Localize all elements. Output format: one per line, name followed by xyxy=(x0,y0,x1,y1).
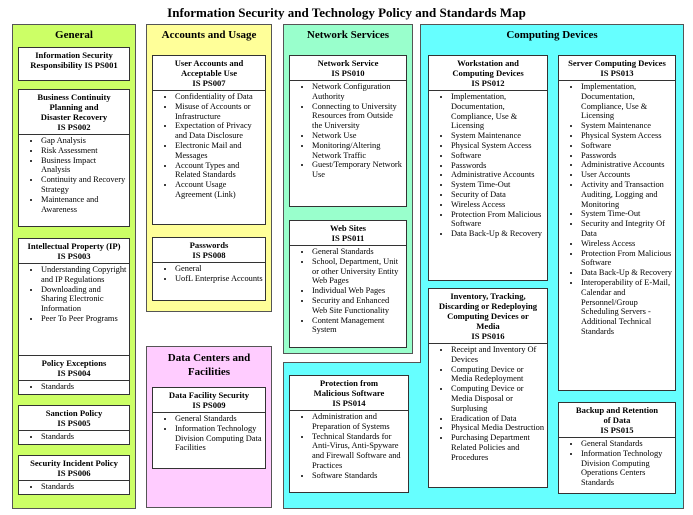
policy-ps003[interactable]: Intellectual Property (IP) IS PS003 • Understanding Copyright and IP Regulations • Downloading and Sharing Electronic Information • Peer To Peer Programs xyxy=(18,238,130,368)
policy-ps016[interactable]: Inventory, Tracking, Discarding or Redeploying Computing Devices or Media IS PS016 • Receipt and Inventory Of Devices • Computing Device or Media Redeployment • Computing Device or Media Disposal or Surplusing • Eradication of Data • Physical Media Destruction • Purchasing Department Related Policies and Procedures xyxy=(428,288,548,488)
list-item: • Standards xyxy=(41,482,127,492)
datacenters-column xyxy=(146,346,272,508)
page-title: Information Security and Technology Policy and Standards Map xyxy=(167,5,526,20)
list-item: • Account Usage Agreement (Link) xyxy=(175,180,263,200)
list-item: • Activity and Transaction Auditing, Logging and Monitoring xyxy=(581,180,673,209)
list-item: • Administrative Accounts xyxy=(451,170,545,180)
list-item: • Security of Data xyxy=(451,190,545,200)
list-item: • Data Back-Up & Recovery xyxy=(451,229,545,239)
list-item: • Understanding Copyright and IP Regulations xyxy=(41,265,127,285)
list-item: • Software Standards xyxy=(312,471,406,481)
list-item: • Misuse of Accounts or Infrastructure xyxy=(175,102,263,122)
list-item: • Information Technology Division Computing Operations Centers Standards xyxy=(581,449,673,488)
list-item: • Standards xyxy=(41,432,127,442)
list-item: • Monitoring/Altering Network Traffic xyxy=(312,141,404,161)
list-item: • Electronic Mail and Messages xyxy=(175,141,263,161)
list-item: • Security and Integrity Of Data xyxy=(581,219,673,239)
list-item: • Purchasing Department Related Policies and Procedures xyxy=(451,433,545,462)
ps014-list xyxy=(290,412,408,481)
list-item: • Network Configuration Authority xyxy=(312,82,404,102)
policy-ps012[interactable]: Workstation and Computing Devices IS PS012 • Implementation, Documentation, Compliance, Use & Licensing • System Maintenance • Physical System Access • Software • Passwords • Administrative Accounts • System Time-Out • Security of Data • Wireless Access • Protection From Malicious Software • Data Back-Up & Recovery xyxy=(428,55,548,281)
list-item: • Receipt and Inventory Of Devices xyxy=(451,345,545,365)
policy-ps008[interactable]: Passwords IS PS008 • General • UofL Enterprise Accounts xyxy=(152,237,266,301)
list-item: • Guest/Temporary Network Use xyxy=(312,160,404,180)
list-item: • Computing Device or Media Disposal or Surplusing xyxy=(451,384,545,413)
list-item: • General Standards xyxy=(581,439,673,449)
list-item: • Eradication of Data xyxy=(451,414,545,424)
list-item: • Downloading and Sharing Electronic Information xyxy=(41,285,127,314)
computing-header: Computing Devices xyxy=(506,29,598,41)
list-item: • Interoperability of E-Mail, Calendar and Personnel/Group Scheduling Servers - Additional Technical Standards xyxy=(581,278,673,337)
ps012-list xyxy=(429,92,547,239)
list-item: • Physical System Access xyxy=(451,141,545,151)
ps010-list xyxy=(290,82,406,180)
list-item: • Computing Device or Media Redeployment xyxy=(451,365,545,385)
list-item: • Connecting to University Resources from Outside the University xyxy=(312,102,404,131)
list-item: • Risk Assessment xyxy=(41,146,127,156)
accounts-column xyxy=(146,24,272,312)
list-item: • Software xyxy=(451,151,545,161)
list-item: • Confidentiality of Data xyxy=(175,92,263,102)
policy-ps005[interactable]: Sanction Policy IS PS005 • Standards xyxy=(18,405,130,445)
list-item: • System Time-Out xyxy=(581,209,673,219)
list-item: • General Standards xyxy=(312,247,404,257)
list-item: • Protection From Malicious Software xyxy=(581,249,673,269)
list-item: • Individual Web Pages xyxy=(312,286,404,296)
list-item: • Account Types and Related Standards xyxy=(175,161,263,181)
ps011-list xyxy=(290,247,406,335)
list-item: • Administrative Accounts xyxy=(581,160,673,170)
list-item: • Wireless Access xyxy=(451,200,545,210)
list-item: • Peer To Peer Programs xyxy=(41,314,127,324)
list-item: • Implementation, Documentation, Compliance, Use & Licensing xyxy=(451,92,545,131)
ps015-list xyxy=(559,439,675,488)
list-item: • Wireless Access xyxy=(581,239,673,249)
list-item: • UofL Enterprise Accounts xyxy=(175,274,263,284)
list-item: • Administration and Preparation of Systems xyxy=(312,412,406,432)
list-item: • Physical Media Destruction xyxy=(451,423,545,433)
list-item: • General Standards xyxy=(175,414,263,424)
list-item: • Gap Analysis xyxy=(41,136,127,146)
list-item: • Standards xyxy=(41,382,127,392)
list-item: • Technical Standards for Anti-Virus, Anti-Spyware and Firewall Software and Practices xyxy=(312,432,406,471)
policy-ps001[interactable]: Information Security Responsibility IS PS001 xyxy=(18,47,130,81)
policy-ps010[interactable]: Network Service IS PS010 • Network Configuration Authority • Connecting to University Resources from Outside the University • Network Use • Monitoring/Altering Network Traffic • Guest/Temporary Network Use xyxy=(289,55,407,207)
policy-ps006[interactable]: Security Incident Policy IS PS006 • Standards xyxy=(18,455,130,495)
list-item: • Security and Enhanced Web Site Functionality xyxy=(312,296,404,316)
list-item: • Implementation, Documentation, Compliance, Use & Licensing xyxy=(581,82,673,121)
policy-ps015[interactable]: Backup and Retention of Data IS PS015 • General Standards • Information Technology Division Computing Operations Centers Standards xyxy=(558,402,676,494)
list-item: • Data Back-Up & Recovery xyxy=(581,268,673,278)
list-item: • System Time-Out xyxy=(451,180,545,190)
datacenters-header: Data Centers and Facilities xyxy=(167,352,251,378)
policy-ps013[interactable]: Server Computing Devices IS PS013 • Implementation, Documentation, Compliance, Use & Licensing • System Maintenance • Physical System Access • Software • Passwords • Administrative Accounts • User Accounts • Activity and Transaction Auditing, Logging and Monitoring • System Time-Out • Security and Integrity Of Data • Wireless Access • Protection From Malicious Software • Data Back-Up & Recovery • Interoperability of E-Mail, Calendar and Personnel/Group Scheduling Servers - Additional Technical Standards xyxy=(558,55,676,391)
ps003-list xyxy=(19,265,129,324)
ps009-list xyxy=(153,414,265,453)
general-column xyxy=(12,24,136,509)
network-column xyxy=(283,24,413,354)
list-item: • Protection From Malicious Software xyxy=(451,210,545,230)
policy-ps007[interactable]: User Accounts and Acceptable Use IS PS007 • Confidentiality of Data • Misuse of Accounts or Infrastructure • Expectation of Privacy and Data Disclosure • Electronic Mail and Messages • Account Types and Related Standards • Account Usage Agreement (Link) xyxy=(152,55,266,225)
accounts-header: Accounts and Usage xyxy=(161,29,257,41)
list-item: • Passwords xyxy=(581,151,673,161)
list-item: • System Maintenance xyxy=(451,131,545,141)
general-header: General xyxy=(55,29,93,41)
ps008-list xyxy=(153,264,265,284)
list-item: • General xyxy=(175,264,263,274)
list-item: • Software xyxy=(581,141,673,151)
ps016-list xyxy=(429,345,547,463)
list-item: • Maintenance and Awareness xyxy=(41,195,127,215)
list-item: • User Accounts xyxy=(581,170,673,180)
list-item: • Information Technology Division Computing Data Facilities xyxy=(175,424,263,453)
list-item: • System Maintenance xyxy=(581,121,673,131)
policy-ps002[interactable]: Business Continuity Planning and Disaster Recovery IS PS002 • Gap Analysis • Risk Assessment • Business Impact Analysis • Continuity and Recovery Strategy • Maintenance and Awareness xyxy=(18,89,130,227)
list-item: • Continuity and Recovery Strategy xyxy=(41,175,127,195)
list-item: • Passwords xyxy=(451,161,545,171)
list-item: • Network Use xyxy=(312,131,404,141)
policy-ps009[interactable]: Data Facility Security IS PS009 • General Standards • Information Technology Division Computing Data Facilities xyxy=(152,387,266,469)
policy-ps004[interactable]: Policy Exceptions IS PS004 • Standards xyxy=(18,355,130,395)
list-item: • School, Department, Unit or other University Entity Web Pages xyxy=(312,257,404,286)
list-item: • Content Management System xyxy=(312,316,404,336)
ps002-list xyxy=(19,136,129,214)
network-header: Network Services xyxy=(306,29,390,41)
list-item: • Expectation of Privacy and Data Disclosure xyxy=(175,121,263,141)
list-item: • Business Impact Analysis xyxy=(41,156,127,176)
policy-ps011[interactable]: Web Sites IS PS011 • General Standards • School, Department, Unit or other University Entity Web Pages • Individual Web Pages • Security and Enhanced Web Site Functionality • Content Management System xyxy=(289,220,407,348)
policy-ps014[interactable]: Protection from Malicious Software IS PS014 • Administration and Preparation of Systems • Technical Standards for Anti-Virus, Anti-Spyware and Firewall Software and Practices • Software Standards xyxy=(289,375,409,493)
ps007-list xyxy=(153,92,265,200)
ps013-list xyxy=(559,82,675,337)
list-item: • Physical System Access xyxy=(581,131,673,141)
